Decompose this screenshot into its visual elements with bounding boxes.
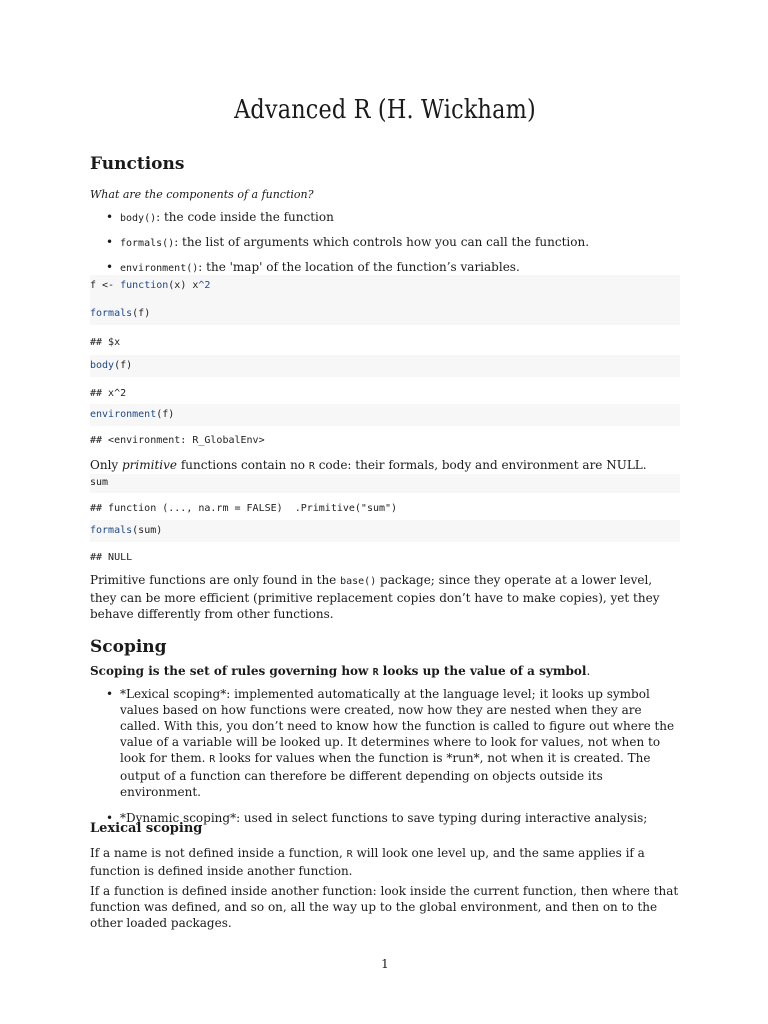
list-item: • body(): the code inside the function [90, 209, 680, 227]
subsection-heading-lexical: Lexical scoping [90, 821, 203, 836]
section-heading-functions: Functions [90, 154, 185, 174]
question-text: What are the components of a function? [90, 188, 314, 201]
code-block-sum: sum [90, 474, 680, 493]
document-title: Advanced R (H. Wickham) [234, 95, 536, 125]
components-list [90, 209, 680, 277]
lexical-paragraph-1: If a name is not defined inside a function, R will look one level up, and the same applies if a function is defined inside another function. [90, 846, 645, 878]
list-item: • *Lexical scoping*: implemented automatically at the language level; it looks up symbol values based on how functions were created, now how they are nested when they are called. With this, you don’t need to know how the function is called to figure out where the value of a variable will be looked up. It determines where to look for values, not when to look for them. R looks for values when the function is *run*, not when it is created. The output of a function can therefore be different depending on objects outside its environment. [90, 686, 680, 800]
code-output: ## function (..., na.rm = FALSE) .Primitive("sum") [90, 503, 398, 514]
lexical-paragraph-2: If a function is defined inside another function: look inside the current function, then where that function was defined, and so on, all the way up to the global environment, and then on to the other loaded packages. [90, 884, 679, 930]
code-block-body: body(f) [90, 355, 680, 377]
list-item: • environment(): the 'map' of the location of the function’s variables. [90, 259, 680, 277]
list-item: • *Dynamic scoping*: used in select functions to save typing during interactive analysis; [90, 810, 680, 826]
code-block-environment: environment(f) [90, 404, 680, 426]
primitive-functions-paragraph: Primitive functions are only found in the base() package; since they operate at a lower level, they can be more efficient (primitive replacement copies don’t have to make copies), yet they behave differently from other functions. [90, 573, 660, 621]
code-output: ## NULL [90, 552, 133, 563]
primitive-paragraph: Only primitive functions contain no R code: their formals, body and environment are NULL. [90, 458, 647, 472]
document-page [90, 0, 680, 1024]
scoping-lead: Scoping is the set of rules governing how R looks up the value of a symbol. [90, 664, 591, 678]
page-number: 1 [381, 957, 389, 971]
code-block-f: f <- function(x) x^2 formals(f) [90, 275, 680, 325]
section-heading-scoping: Scoping [90, 637, 167, 657]
code-output: ## $x [90, 337, 121, 348]
code-output: ## <environment: R_GlobalEnv> [90, 435, 265, 446]
scoping-list [90, 686, 680, 826]
code-output: ## x^2 [90, 388, 127, 399]
code-block-formals-sum: formals(sum) [90, 520, 680, 542]
list-item: • formals(): the list of arguments which controls how you can call the function. [90, 234, 680, 252]
